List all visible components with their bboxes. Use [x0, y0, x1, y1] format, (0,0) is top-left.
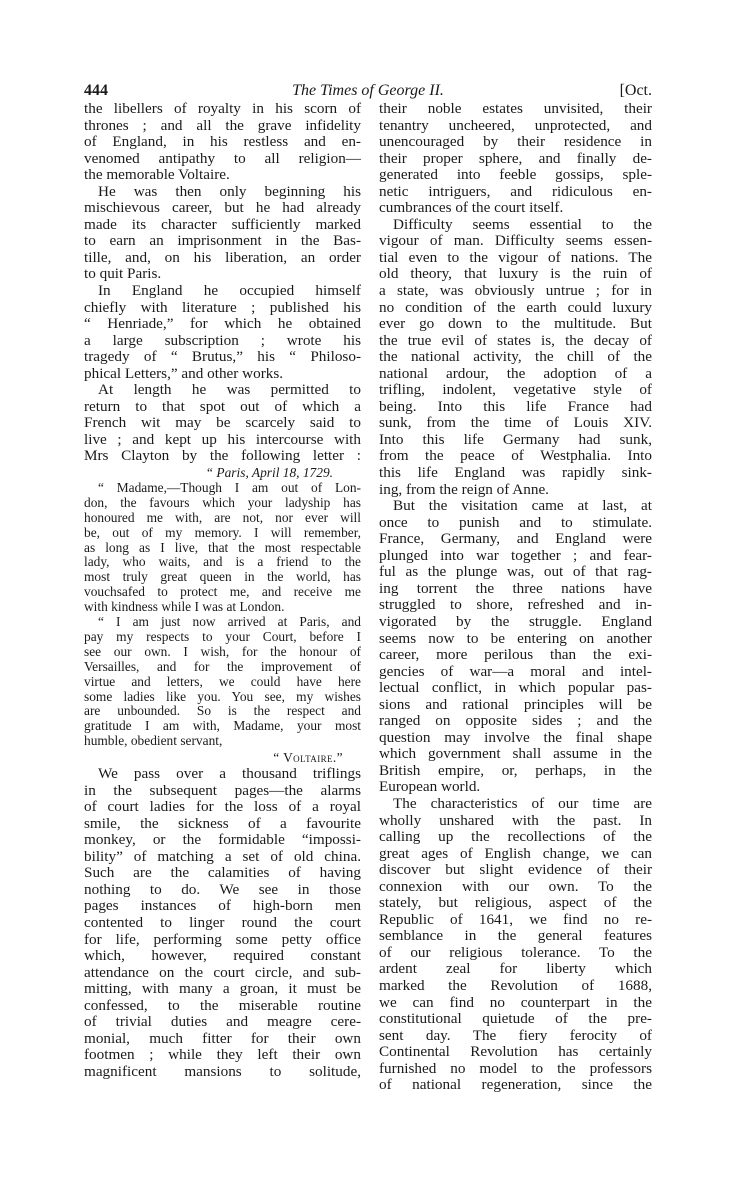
text-line: footmen ; while they left their own: [84, 1046, 361, 1064]
text-line: career, more perilous than the exi-: [379, 646, 652, 664]
text-line: European world.: [379, 778, 481, 796]
text-line: smile, the sickness of a favourite: [84, 814, 361, 832]
text-line: bility” of matching a set of old china.: [84, 847, 361, 865]
text-line: of trivial duties and meagre cere-: [84, 1013, 361, 1031]
text-line: be, out of my memory. I will remember,: [84, 524, 361, 540]
text-line: thrones ; and all the grave infidelity: [84, 116, 361, 134]
text-line: mischievous career, but he had already: [84, 199, 361, 217]
text-line: monkey, or the formidable “impossi-: [84, 831, 361, 849]
text-line: ardent zeal for liberty which: [379, 960, 652, 978]
text-line: vouchsafed to protect me, and receive me: [84, 584, 361, 600]
text-line: generated into feeble gossips, sple-: [379, 166, 652, 184]
letter-signature: “ Voltaire.”: [273, 750, 343, 766]
text-line: old theory, that luxury is the ruin of: [379, 265, 652, 283]
text-line: ing, from the reign of Anne.: [379, 480, 549, 498]
text-line: seems now to be entering on another: [379, 629, 652, 647]
text-line: tille, and, on his liberation, an order: [84, 248, 361, 266]
text-line: see our own. I wish, for the honour of: [84, 643, 361, 659]
text-line: for life, performing some petty office: [84, 930, 361, 948]
text-line: once to punish and to stimulate.: [379, 513, 652, 531]
text-line: a state, was obviously untrue ; for in: [379, 282, 652, 300]
text-line: French wit may be scarcely said to: [84, 414, 361, 432]
text-line: British empire, or, perhaps, in the: [379, 761, 652, 779]
text-line: plunged into war together ; and fear-: [379, 546, 652, 564]
text-line: live ; and kept up his intercourse with: [84, 430, 361, 448]
text-line: great ages of English change, we can: [379, 844, 652, 862]
text-line: “ I am just now arrived at Paris, and: [98, 614, 361, 630]
text-line: tenantry uncheered, unprotected, and: [379, 116, 652, 134]
text-line: their noble estates unvisited, their: [379, 100, 652, 117]
text-line: a large subscription ; wrote his: [84, 331, 361, 349]
text-line: pay my respects to your Court, before I: [84, 628, 361, 644]
text-line: made its character sufficiently marked: [84, 215, 361, 233]
text-line: humble, obedient servant,: [84, 733, 223, 749]
text-line: tial even to the vigour of nations. The: [379, 248, 652, 266]
text-line: sions and rational principles will be: [379, 695, 652, 713]
text-line: wholly unshared with the past. In: [379, 811, 652, 829]
text-line: this life England was rapidly sink-: [379, 464, 652, 482]
text-line: of court ladies for the loss of a royal: [84, 798, 361, 816]
text-line: ranged on opposite sides ; and the: [379, 712, 652, 730]
text-line: chiefly with literature ; published his: [84, 298, 361, 316]
text-line: question may involve the final shape: [379, 728, 652, 746]
text-line: vigour of man. Difficulty seems essen-: [379, 232, 652, 250]
text-line: Difficulty seems essential to the: [393, 215, 652, 233]
text-line: We pass over a thousand triflings: [98, 765, 361, 783]
text-line: phical Letters,” and other works.: [84, 364, 284, 382]
text-line: Such are the calamities of having: [84, 864, 361, 882]
text-line: vigorated by the struggle. England: [379, 612, 652, 630]
text-line: most truly great queen in the world, has: [84, 569, 361, 585]
text-line: marked the Revolution of 1688,: [379, 976, 652, 994]
text-line: are unbounded. So is the respect and: [84, 703, 361, 719]
text-line: no condition of the earth could luxury: [379, 298, 652, 316]
text-line: honoured me with, are not, nor ever will: [84, 509, 361, 525]
text-line: national ardour, the adoption of a: [379, 364, 652, 382]
text-line: netic intriguers, and ridiculous en-: [379, 182, 652, 200]
text-line: At length he was permitted to: [98, 381, 361, 399]
running-head: [84, 82, 652, 102]
text-line: to earn an imprisonment in the Bas-: [84, 232, 361, 250]
text-line: sent day. The fiery ferocity of: [379, 1026, 652, 1044]
text-line: monial, much fitter for their own: [84, 1029, 361, 1047]
text-line: Into this life Germany had sunk,: [379, 430, 652, 448]
text-line: struggled to shore, refreshed and in-: [379, 596, 652, 614]
text-line: semblance in the general features: [379, 927, 652, 945]
text-line: ful as the plunge was, out of that rag-: [379, 563, 652, 581]
text-line: the memorable Voltaire.: [84, 166, 230, 184]
text-line: the national activity, the chill of the: [379, 348, 652, 366]
text-line: of England, in his restless and en-: [84, 133, 361, 151]
text-line: ever go down to the multitude. But: [379, 315, 652, 333]
text-line: But the visitation came at last, at: [393, 497, 652, 515]
text-line: the libellers of royalty in his scorn of: [84, 100, 361, 117]
text-line: of our religious tolerance. To the: [379, 943, 652, 961]
text-line: cumbrances of the court itself.: [379, 199, 564, 217]
text-line: discover but slight evidence of their: [379, 861, 652, 879]
text-line: venomed antipathy to all religion—: [84, 149, 361, 167]
text-line: furnished no model to the professors: [379, 1059, 652, 1077]
text-line: attendance on the court circle, and sub-: [84, 963, 361, 981]
letter-dateline: “ Paris, April 18, 1729.: [205, 465, 333, 481]
text-line: nothing to do. We see in those: [84, 880, 361, 898]
text-line: calling up the recollections of the: [379, 828, 652, 846]
text-line: In England he occupied himself: [98, 282, 361, 300]
text-line: unencouraged by their residence in: [379, 133, 652, 151]
text-line: pages instances of high-born men: [84, 897, 361, 915]
text-line: which government shall assume in the: [379, 745, 652, 763]
text-line: gratitude I am with, Madame, your most: [84, 718, 361, 734]
text-line: tragedy of “ Brutus,” his “ Philoso-: [84, 348, 361, 366]
text-line: being. Into this life France had: [379, 397, 652, 415]
issue-month: [Oct.: [619, 82, 652, 99]
text-line: ing torrent the three nations have: [379, 579, 652, 597]
text-line: in the subsequent pages—the alarms: [84, 781, 361, 799]
text-line: don, the favours which your ladyship has: [84, 494, 361, 510]
text-line: “ Henriade,” for which he obtained: [84, 315, 361, 333]
text-line: mitting, with many a groan, it must be: [84, 980, 361, 998]
text-line: of national regeneration, since the: [379, 1076, 652, 1094]
text-line: some ladies like you. You see, my wishes: [84, 688, 361, 704]
text-line: contented to linger round the court: [84, 913, 361, 931]
text-line: France, Germany, and England were: [379, 530, 652, 548]
text-line: Republic of 1641, we find no re-: [379, 910, 652, 928]
right-column: [379, 101, 652, 1094]
text-line: Versailles, and for the improvement of: [84, 658, 361, 674]
text-line: with kindness while I was at London.: [84, 599, 285, 615]
left-column: [84, 101, 361, 1080]
page-number: 444: [84, 82, 108, 99]
text-line: which, however, required constant: [84, 947, 361, 965]
text-line: from the peace of Westphalia. Into: [379, 447, 652, 465]
text-line: Mrs Clayton by the following letter :: [84, 447, 361, 465]
text-line: connexion with our own. To the: [379, 877, 652, 895]
text-line: sunk, from the time of Louis XIV.: [379, 414, 652, 432]
text-line: the true evil of states is, the decay of: [379, 331, 652, 349]
text-line: lectual conflict, in which popular pas-: [379, 679, 652, 697]
text-line: lady, who waits, and is a friend to the: [84, 554, 361, 570]
text-line: virtue and letters, we could have here: [84, 673, 361, 689]
text-line: “ Madame,—Though I am out of Lon-: [98, 480, 361, 496]
text-line: constitutional quietude of the pre-: [379, 1010, 652, 1028]
text-line: gencies of war—a moral and intel-: [379, 662, 652, 680]
running-title: The Times of George II.: [292, 82, 444, 99]
text-line: trifling, indolent, vegetative style of: [379, 381, 652, 399]
text-line: as long as I live, that the most respectable: [84, 539, 361, 555]
text-line: we can find no counterpart in the: [379, 993, 652, 1011]
text-line: Continental Revolution has certainly: [379, 1043, 652, 1061]
text-line: their proper sphere, and finally de-: [379, 149, 652, 167]
text-line: confessed, to the miserable routine: [84, 996, 361, 1014]
text-line: stately, but religious, aspect of the: [379, 894, 652, 912]
text-line: magnificent mansions to solitude,: [84, 1062, 361, 1080]
text-line: The characteristics of our time are: [393, 794, 652, 812]
text-line: He was then only beginning his: [98, 182, 361, 200]
text-line: return to that spot out of which a: [84, 397, 361, 415]
text-line: to quit Paris.: [84, 265, 162, 283]
